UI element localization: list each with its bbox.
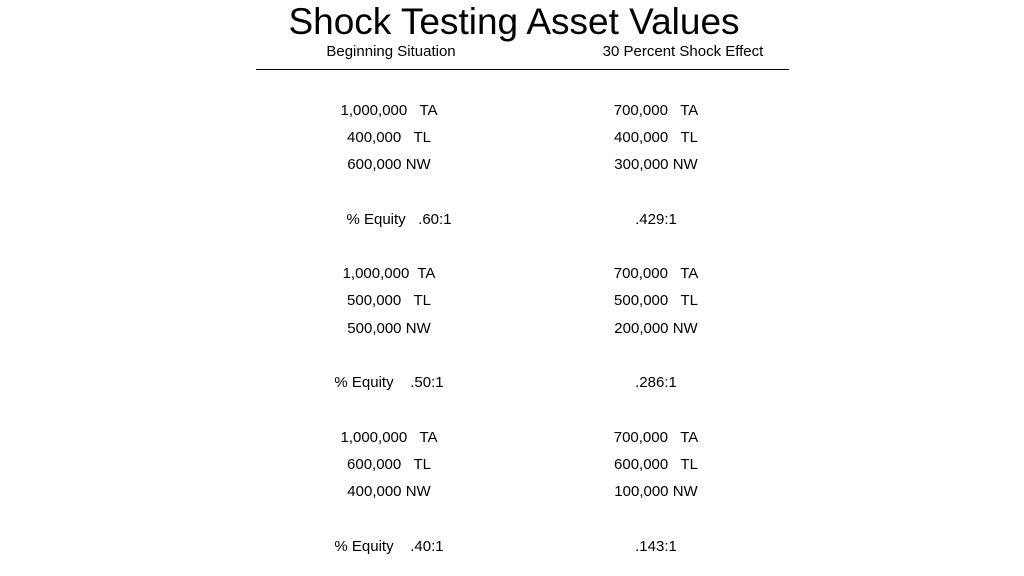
beginning-equity-ratio: % Equity .40:1 <box>334 538 444 555</box>
shock-total-assets: 700,000 TA <box>613 265 699 282</box>
beginning-net-worth: 500,000 NW <box>347 320 431 337</box>
beginning-net-worth: 400,000 NW <box>347 483 431 500</box>
shock-effect-header: 30 Percent Shock Effect <box>602 43 764 60</box>
shock-total-liabilities: 400,000 TL <box>614 129 698 146</box>
beginning-total-liabilities: 400,000 TL <box>347 129 431 146</box>
slide-title: Shock Testing Asset Values <box>288 1 740 42</box>
beginning-total-liabilities: 500,000 TL <box>347 292 431 309</box>
beginning-net-worth: 600,000 NW <box>347 156 431 173</box>
shock-total-liabilities: 600,000 TL <box>614 456 698 473</box>
shock-equity-ratio: .286:1 <box>635 374 677 391</box>
shock-net-worth: 300,000 NW <box>614 156 698 173</box>
shock-equity-ratio: .429:1 <box>635 211 677 228</box>
beginning-situation-header: Beginning Situation <box>326 43 456 60</box>
beginning-equity-ratio: % Equity .60:1 <box>346 211 452 228</box>
shock-net-worth: 100,000 NW <box>614 483 698 500</box>
beginning-total-assets: 1,000,000 TA <box>342 265 436 282</box>
shock-total-assets: 700,000 TA <box>613 429 699 446</box>
header-divider <box>256 69 789 70</box>
beginning-total-assets: 1,000,000 TA <box>340 429 438 446</box>
shock-net-worth: 200,000 NW <box>614 320 698 337</box>
shock-total-assets: 700,000 TA <box>613 102 699 119</box>
shock-equity-ratio: .143:1 <box>635 538 677 555</box>
shock-total-liabilities: 500,000 TL <box>614 292 698 309</box>
beginning-equity-ratio: % Equity .50:1 <box>334 374 444 391</box>
beginning-total-assets: 1,000,000 TA <box>340 102 438 119</box>
beginning-total-liabilities: 600,000 TL <box>347 456 431 473</box>
